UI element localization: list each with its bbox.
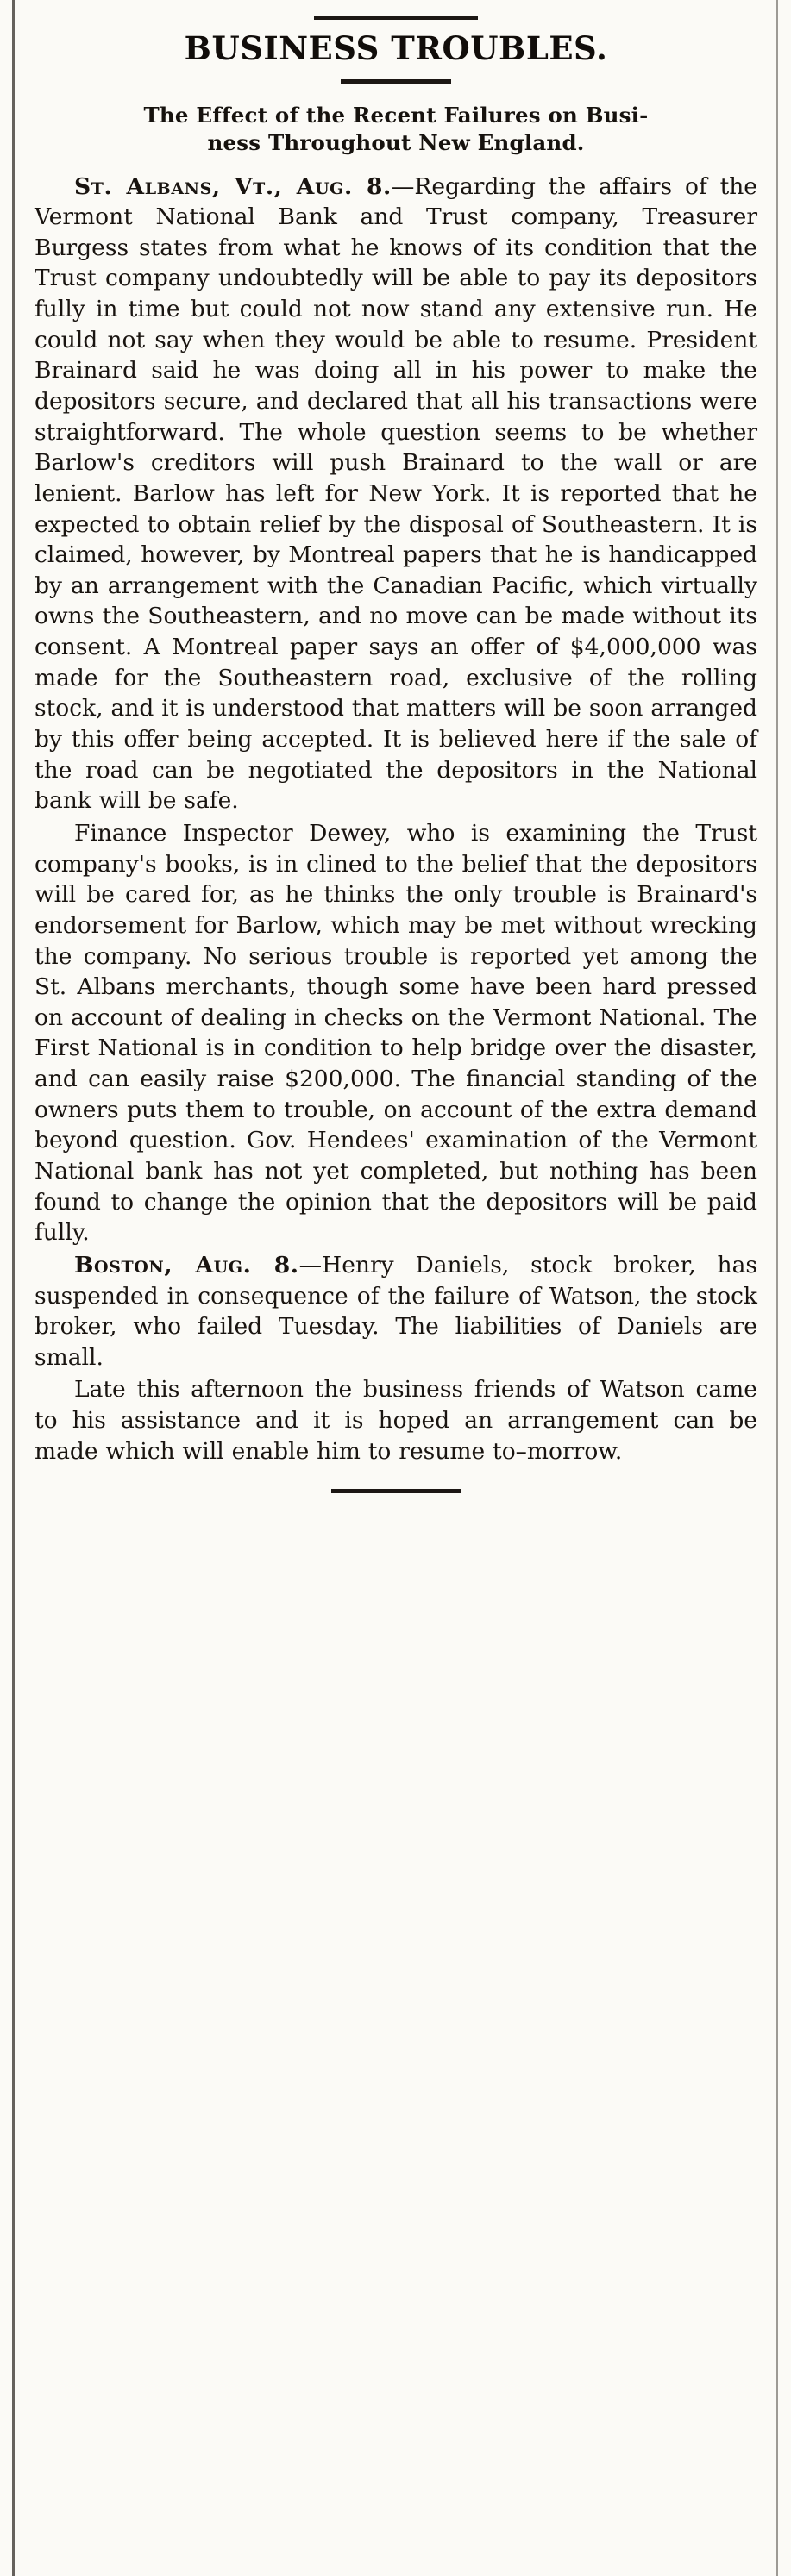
paragraph-4-text: Late this afternoon the business friends of Watson came to his assistance and it is hoped an arrangement can be made which will enable him to resume to–morrow. [35,1376,757,1465]
paragraph-3 [35,1250,757,1373]
article-body [35,0,757,1519]
paragraph-3-text: —Henry Daniels, stock broker, has suspended in consequence of the failure of Watson, the stock broker, who failed Tuesday. The liabilities of Daniels are small. [35,1251,757,1371]
paragraph-4 [35,1374,757,1466]
page-title: BUSINESS TROUBLES. [184,29,608,67]
subheadline [35,102,757,158]
dateline-2: Boston, Aug. 8. [74,1251,299,1279]
column-rule-left [12,0,15,2576]
paragraph-2-text: Finance Inspector Dewey, who is examining the Trust company's books, is in clined to the belief that the depositors will be cared for, as he thinks the only trouble is Brainard's endorsement for Barlow, which may be met without wrecking the company. No serious trouble is reported yet among the St. Albans merchants, though some have been hard pressed on account of dealing in checks on the Vermont National. The First National is in condition to help bridge over the disaster, and can easily raise $200,000. The financial standing of the owners puts them to trouble, on account of the extra demand beyond question. Gov. Hendees' examination of the Vermont National bank has not yet completed, but nothing has been found to change the opinion that the depositors will be paid fully. [35,819,757,1247]
paragraph-2 [35,818,757,1248]
column-rule-right [776,0,778,2576]
subheadline-line-2: ness Throughout New England. [207,130,585,156]
footer-spacer [35,1493,757,1519]
paragraph-1 [35,172,757,816]
subheadline-line-1: The Effect of the Recent Failures on Busi- [143,102,649,128]
top-divider-rule [314,16,478,20]
paragraph-1-text: —Regarding the affairs of the Vermont National Bank and Trust company, Treasurer Burgess states from what he knows of its condition that the Trust company undoubtedly will be able to pay its depositors fully in time but could not now stand any extensive run. He could not say when they would be able to resume. President Brainard said he was doing all in his power to make the depositors secure, and declared that all his transactions were straightforward. The whole question seems to be whether Barlow's creditors will push Brainard to the wall or are lenient. Barlow has left for New York. It is reported that he expected to obtain relief by the disposal of Southeastern. It is claimed, however, by Montreal papers that he is handicapped by an arrangement with the Canadian Pacific, which virtually owns the Southeastern, and no move can be made without its consent. A Montreal paper says an offer of $4,000,000 was made for the Southeastern road, exclusive of the rolling stock, and it is understood that matters will be soon arranged by this offer being accepted. It is believed here if the sale of the road can be negotiated the depositors in the National bank will be safe. [35,172,757,815]
dateline-1: St. Albans, Vt., Aug. 8. [74,172,392,200]
headline-divider-rule [341,79,451,84]
